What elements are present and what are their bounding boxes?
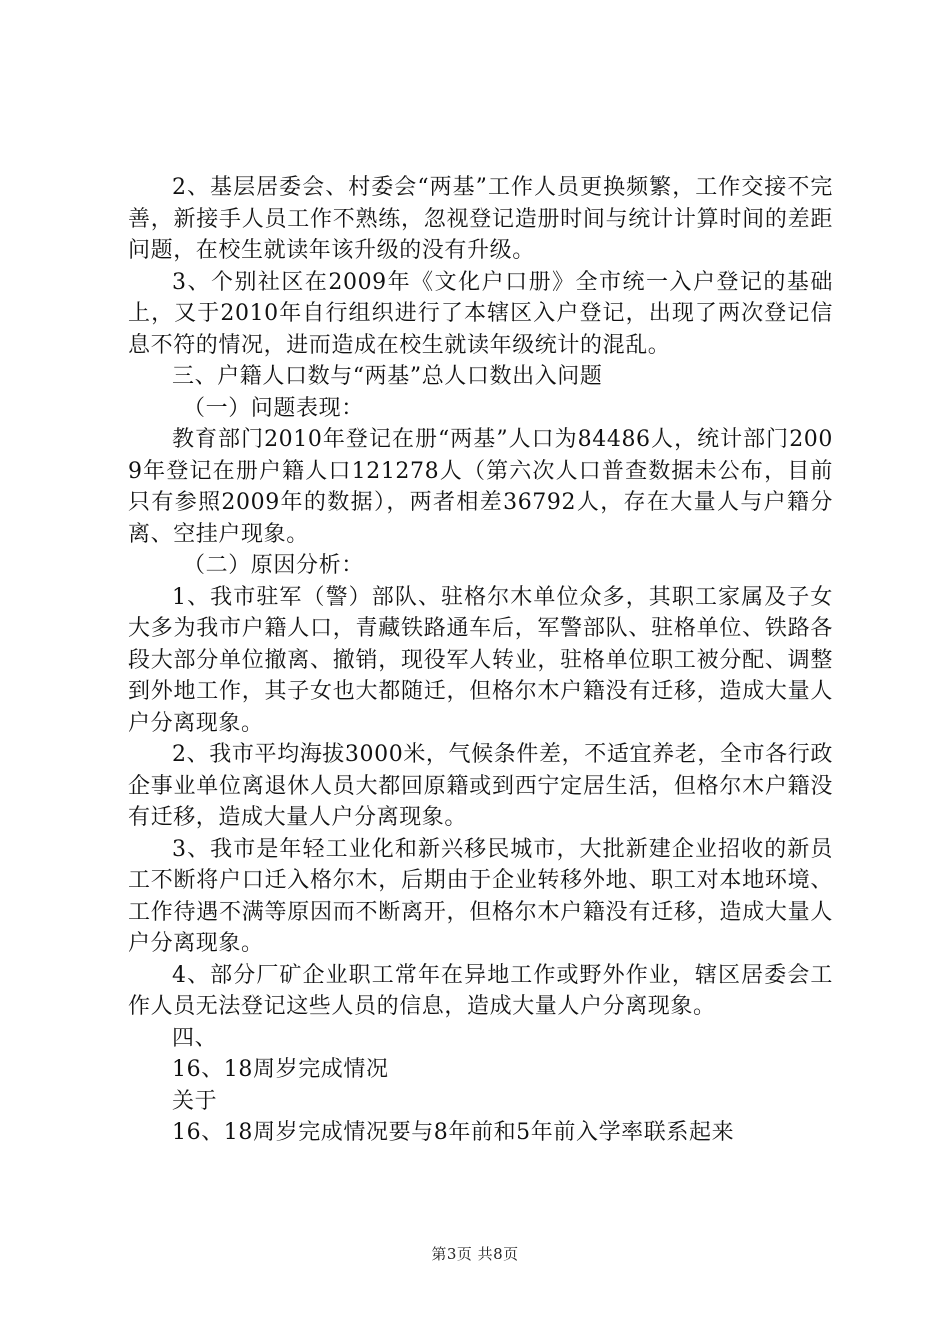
paragraph-item-2: 2、基层居委会、村委会“两基”工作人员更换频繁，工作交接不完善，新接手人员工作不熟练，忽视登记造册时间与统计计算时间的差距问题，在校生就读年该升级的没有升级。 (128, 175, 833, 263)
paragraph-cause-3: 3、我市是年轻工业化和新兴移民城市，大批新建企业招收的新员工不断将户口迁入格尔木，后期由于企业转移外地、职工对本地环境、工作待遇不满等原因而不断离开，但格尔木户籍没有迁移，造成大量人户分离现象。 (128, 836, 833, 956)
paragraph-about: 关于 (172, 1088, 218, 1114)
paragraph-age-title: 16、18周岁完成情况 (172, 1057, 389, 1082)
subheading-problem: （一）问题表现： (183, 395, 364, 421)
page-number-footer: 第3页 共8页 (431, 1245, 519, 1263)
paragraph-cause-1: 1、我市驻军（警）部队、驻格尔木单位众多，其职工家属及子女大多为我市户籍人口，青藏铁路通车后，军警部队、驻格单位、铁路各段大部分单位撤离、撤销，现役军人转业，驻格单位职工被分配、调整到外地工作，其子女也大都随迁，但格尔木户籍没有迁移，造成大量人户分离现象。 (128, 584, 833, 736)
paragraph-item-3: 3、个别社区在2009年《文化户口册》全市统一入户登记的基础上，又于2010年自行组织进行了本辖区入户登记，出现了两次登记信息不符的情况，进而造成在校生就读年级统计的混乱。 (128, 269, 833, 358)
section-heading-three: 三、户籍人口数与“两基”总人口数出入问题 (172, 364, 603, 389)
paragraph-cause-4: 4、部分厂矿企业职工常年在异地工作或野外作业，辖区居委会工作人员无法登记这些人员的信息，造成大量人户分离现象。 (128, 962, 833, 1019)
section-heading-four: 四、 (172, 1025, 218, 1051)
subheading-cause: （二）原因分析： (183, 553, 364, 578)
document-body (128, 172, 833, 1149)
paragraph-age-detail: 16、18周岁完成情况要与8年前和5年前入学率联系起来 (172, 1120, 735, 1145)
paragraph-problem-detail: 教育部门2010年登记在册“两基”人口为84486人，统计部门2009年登记在册户籍人口121278人（第六次人口普查数据未公布，目前只有参照2009年的数据），两者相差36792人，存在大量人与户籍分离、空挂户现象。 (128, 427, 833, 547)
paragraph-cause-2: 2、我市平均海拔3000米，气候条件差，不适宜养老，全市各行政企事业单位离退休人员大都回原籍或到西宁定居生活，但格尔木户籍没有迁移，造成大量人户分离现象。 (128, 742, 833, 830)
